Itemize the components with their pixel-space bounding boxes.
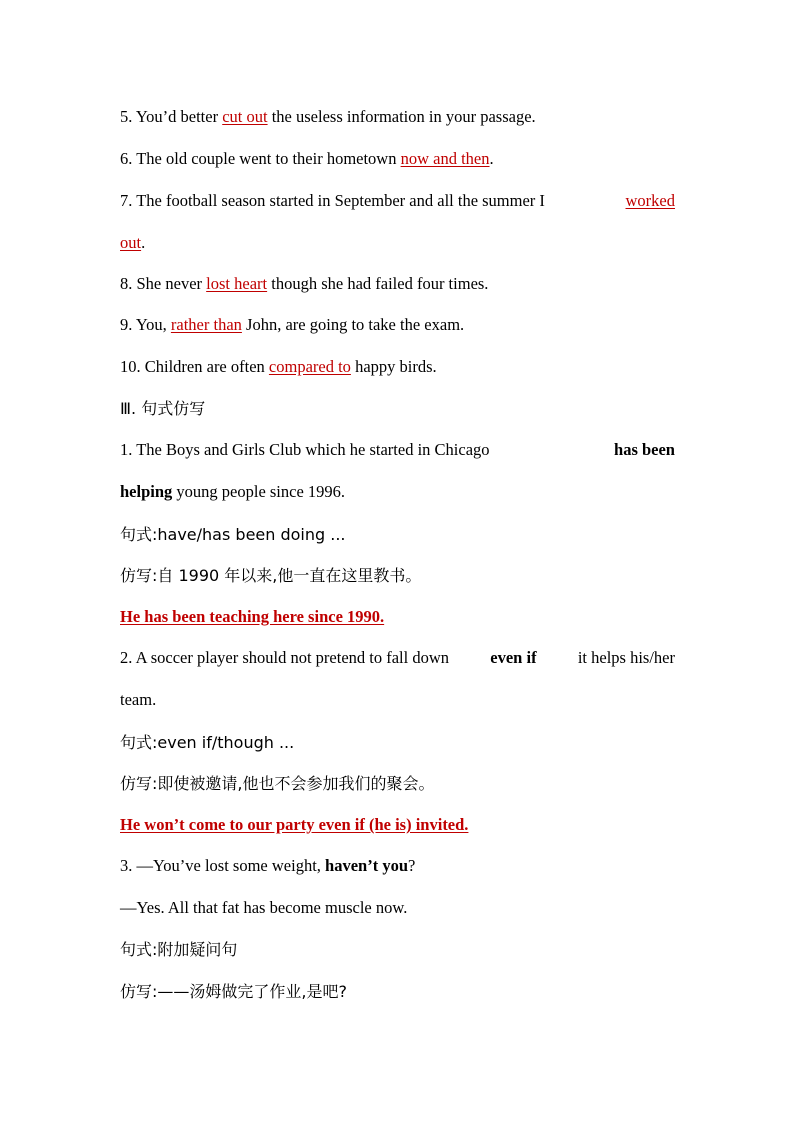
sentence-text: happy birds.	[355, 357, 437, 376]
answer-text: He has been teaching here since 1990.	[120, 607, 385, 626]
sentence-text: The Boys and Girls Club which he started in Chicago	[136, 440, 490, 459]
item-number: 9.	[120, 315, 133, 334]
sentence-text: You,	[135, 315, 167, 334]
answer-text: compared to	[268, 357, 351, 376]
answer-text: now and then	[400, 149, 490, 168]
item-number: 5.	[120, 107, 133, 126]
sentence-text: .	[141, 233, 146, 252]
answer-text: cut out	[222, 107, 268, 126]
item-number: 7.	[120, 191, 133, 210]
pattern-label: 句式:附加疑问句	[120, 940, 238, 959]
answer-text: out	[120, 233, 142, 252]
key-structure: haven’t you	[325, 856, 409, 875]
item-number: 10.	[120, 357, 141, 376]
imitation-prompt: 仿写:自 1990 年以来,他一直在这里教书。	[120, 566, 422, 585]
sentence-text: .	[489, 149, 494, 168]
fill-item-5	[120, 107, 536, 127]
pattern-item-3	[120, 856, 415, 876]
key-structure: has been	[614, 440, 675, 459]
item-number: 1.	[120, 440, 133, 459]
imitation-answer	[120, 607, 384, 627]
answer-text: worked	[625, 191, 675, 210]
fill-item-10	[120, 357, 437, 377]
sentence-text: The old couple went to their hometown	[136, 149, 397, 168]
sentence-text: though she had failed four times.	[271, 274, 489, 293]
imitation-prompt: 仿写:——汤姆做完了作业,是吧?	[120, 982, 347, 1001]
section-heading: Ⅲ. 句式仿写	[120, 399, 206, 418]
sentence-text: A soccer player should not pretend to fall down	[135, 648, 450, 667]
sentence-text: John, are going to take the exam.	[246, 315, 465, 334]
item-number: 8.	[120, 274, 133, 293]
sentence-text: Children are often	[144, 357, 265, 376]
sentence-text: the useless information in your passage.	[271, 107, 536, 126]
imitation-answer	[120, 815, 468, 835]
answer-text: He won’t come to our party even if (he is) invited.	[120, 815, 469, 834]
sentence-text: it helps his/her	[577, 648, 675, 667]
item-number: 2.	[120, 648, 133, 667]
imitation-prompt: 仿写:即使被邀请,他也不会参加我们的聚会。	[120, 774, 435, 793]
pattern-label: 句式:even if/though ...	[120, 733, 295, 752]
sentence-text: She never	[136, 274, 203, 293]
sentence-text: ?	[408, 856, 416, 875]
item-number: 3.	[120, 856, 133, 875]
key-structure: even if	[490, 648, 537, 667]
fill-item-8	[120, 274, 488, 294]
dialogue-reply: —Yes. All that fat has become muscle now.	[120, 898, 408, 917]
pattern-label: 句式:have/has been doing ...	[120, 525, 346, 544]
pattern-item-1-cont	[120, 482, 345, 502]
sentence-text: —You’ve lost some weight,	[136, 856, 321, 875]
fill-item-7-cont	[120, 233, 145, 253]
sentence-text: The football season started in September and all the summer I	[136, 191, 545, 210]
fill-item-6	[120, 149, 494, 169]
pattern-item-2-cont: team.	[120, 690, 157, 709]
pattern-item-1	[120, 440, 675, 460]
fill-item-7	[120, 191, 675, 211]
sentence-text: young people since 1996.	[176, 482, 346, 501]
fill-item-9	[120, 315, 464, 335]
key-structure: helping	[120, 482, 173, 501]
item-number: 6.	[120, 149, 133, 168]
pattern-item-2	[120, 648, 675, 668]
answer-text: rather than	[170, 315, 242, 334]
sentence-text: You’d better	[135, 107, 219, 126]
answer-text: lost heart	[206, 274, 268, 293]
